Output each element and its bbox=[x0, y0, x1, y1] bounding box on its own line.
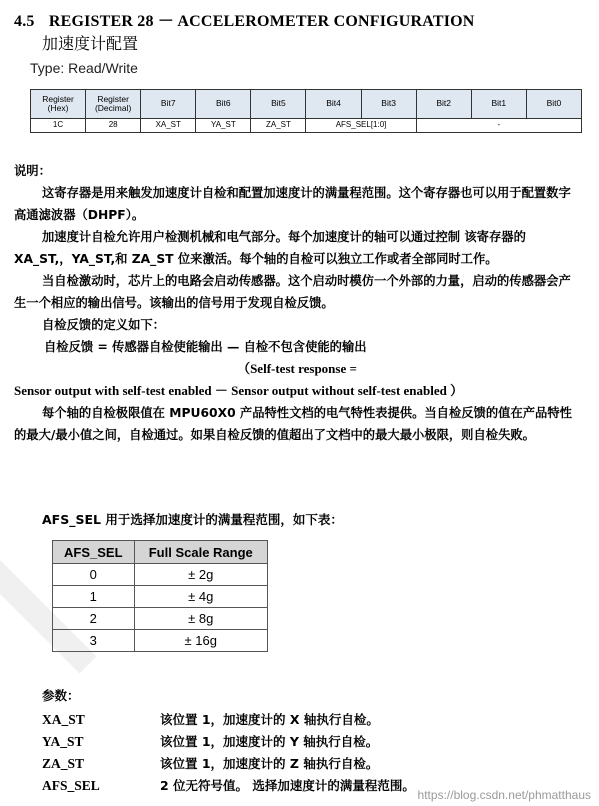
parameter-desc: 2 位无符号值。 选择加速度计的满量程范围。 bbox=[160, 778, 415, 793]
register-data-row bbox=[31, 119, 582, 133]
parameters-label: 参数： bbox=[42, 688, 80, 703]
afs-header-range: Full Scale Range bbox=[134, 541, 267, 564]
header-cell: Register (Hex) bbox=[31, 90, 86, 119]
header-cell: Bit0 bbox=[526, 90, 581, 119]
formula-english-line-2: Sensor output with self-test enabled － Sensor output without self-test enabled ） bbox=[14, 383, 464, 398]
parameter-name: XA_ST bbox=[42, 712, 85, 727]
description-paragraph-2: 加速度计自检允许用户检测机械和电气部分。每个加速度计的轴可以通过控制 该寄存器的 XA_ST,，YA_ST,和 ZA_ST 位来激活。每个轴的自检可以独立工作或者全部同时工作。 bbox=[14, 230, 526, 266]
register-table bbox=[30, 89, 582, 133]
afs-sel: 1 bbox=[53, 586, 135, 608]
description-label: 说明： bbox=[14, 164, 51, 178]
afs-header-row bbox=[53, 541, 268, 564]
parameter-name: YA_ST bbox=[42, 734, 84, 749]
afs-intro: AFS_SEL 用于选择加速度计的满量程范围，如下表： bbox=[42, 512, 343, 527]
afs-sel: 2 bbox=[53, 608, 135, 630]
header-cell: Bit6 bbox=[196, 90, 251, 119]
formula-chinese: 自检反馈 = 传感器自检使能输出 — 自检不包含使能的输出 bbox=[44, 340, 367, 354]
afs-range: ± 8g bbox=[134, 608, 267, 630]
section-heading bbox=[14, 8, 475, 31]
cell-bit2-0: - bbox=[416, 119, 581, 133]
afs-row bbox=[53, 630, 268, 652]
header-cell: Bit2 bbox=[416, 90, 471, 119]
afs-header-sel: AFS_SEL bbox=[53, 541, 135, 564]
cell-bit5: ZA_ST bbox=[251, 119, 306, 133]
parameter-name: AFS_SEL bbox=[42, 778, 100, 793]
afs-range: ± 16g bbox=[134, 630, 267, 652]
header-cell: Bit5 bbox=[251, 90, 306, 119]
afs-row bbox=[53, 608, 268, 630]
description-paragraph-1: 这寄存器是用来触发加速度计自检和配置加速度计的满量程范围。这个寄存器也可以用于配置数字高通滤波器（DHPF）。 bbox=[14, 186, 571, 222]
parameter-row bbox=[42, 732, 378, 750]
description-paragraph-4: 自检反馈的定义如下： bbox=[42, 318, 165, 332]
afs-range: ± 4g bbox=[134, 586, 267, 608]
afs-table bbox=[52, 540, 268, 652]
formula-english-line-1: （Self-test response = bbox=[237, 361, 357, 376]
header-cell: Bit1 bbox=[471, 90, 526, 119]
section-subtitle: 加速度计配置 bbox=[42, 34, 139, 53]
header-cell: Register (Decimal) bbox=[86, 90, 141, 119]
cell-bit7: XA_ST bbox=[141, 119, 196, 133]
description-paragraph-3: 当自检激动时，芯片上的电路会启动传感器。这个启动时模仿一个外部的力量，启动的传感器会产生一个相应的输出信号。该输出的信号用于发现自检反馈。 bbox=[14, 274, 571, 310]
description-block bbox=[14, 160, 580, 446]
parameter-row bbox=[42, 710, 379, 728]
afs-row bbox=[53, 564, 268, 586]
parameter-row bbox=[42, 776, 415, 794]
afs-range: ± 2g bbox=[134, 564, 267, 586]
section-number: 4.5 bbox=[14, 13, 35, 30]
type-line: Type: Read/Write bbox=[30, 60, 138, 76]
parameter-row bbox=[42, 754, 378, 772]
cell-bit4-3: AFS_SEL[1:0] bbox=[306, 119, 416, 133]
parameter-name: ZA_ST bbox=[42, 756, 85, 771]
description-paragraph-5: 每个轴的自检极限值在 MPU60X0 产品特性文档的电气特性表提供。当自检反馈的值在产品特性的最大/最小值之间，自检通过。如果自检反馈的值超出了文档中的最大最小极限，则自检失败。 bbox=[14, 406, 572, 442]
afs-sel: 0 bbox=[53, 564, 135, 586]
parameter-desc: 该位置 1，加速度计的 X 轴执行自检。 bbox=[160, 712, 379, 727]
afs-row bbox=[53, 586, 268, 608]
header-cell: Bit7 bbox=[141, 90, 196, 119]
header-cell: Bit4 bbox=[306, 90, 361, 119]
section-title: REGISTER 28 － ACCELEROMETER CONFIGURATION bbox=[48, 13, 475, 30]
cell-hex: 1C bbox=[31, 119, 86, 133]
register-header-row bbox=[31, 90, 582, 119]
parameter-desc: 该位置 1，加速度计的 Z 轴执行自检。 bbox=[160, 756, 379, 771]
watermark-text: https://blog.csdn.net/phmatthaus bbox=[417, 788, 591, 802]
cell-decimal: 28 bbox=[86, 119, 141, 133]
cell-bit6: YA_ST bbox=[196, 119, 251, 133]
afs-sel: 3 bbox=[53, 630, 135, 652]
parameter-desc: 该位置 1，加速度计的 Y 轴执行自检。 bbox=[160, 734, 379, 749]
header-cell: Bit3 bbox=[361, 90, 416, 119]
